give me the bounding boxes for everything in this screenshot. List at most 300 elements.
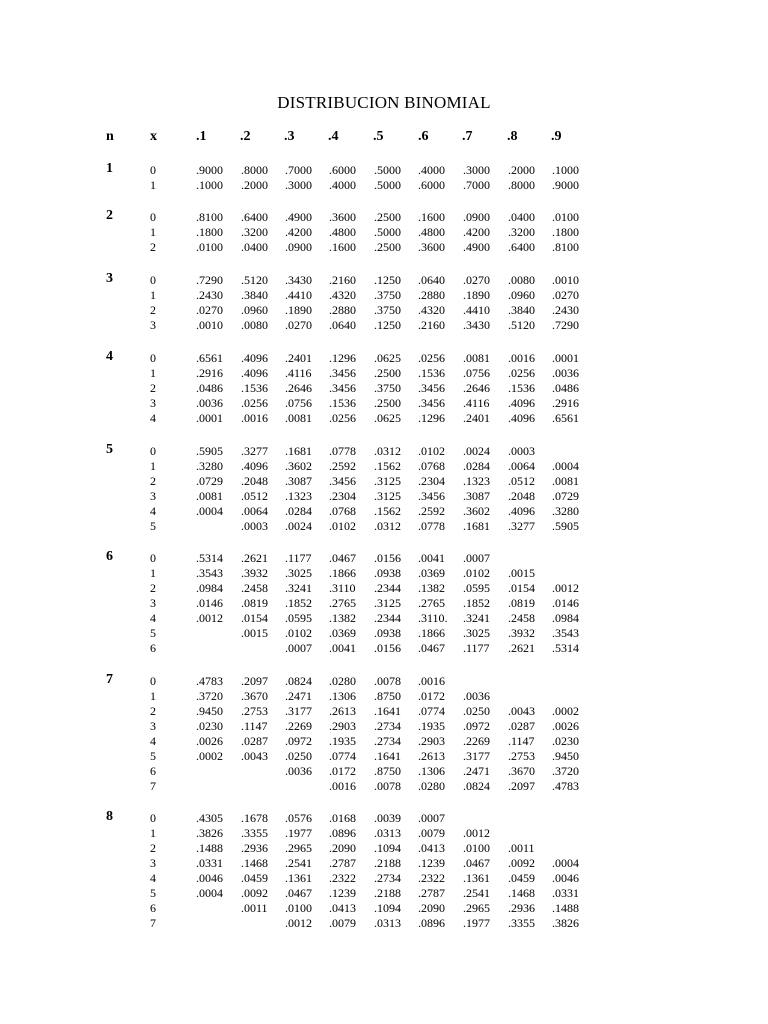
x-value: 1 xyxy=(150,566,156,580)
x-value: 3 xyxy=(150,719,156,733)
probability-cell: .2000 xyxy=(241,178,268,192)
probability-cell: .0010 xyxy=(196,318,223,332)
probability-cell: .0012 xyxy=(285,916,312,930)
probability-cell: .0092 xyxy=(241,886,268,900)
probability-cell: .3456 xyxy=(418,381,445,395)
x-value: 5 xyxy=(150,626,156,640)
probability-cell: .4096 xyxy=(241,459,268,473)
probability-cell: .4096 xyxy=(241,351,268,365)
probability-cell: .1562 xyxy=(374,459,401,473)
probability-cell: .2097 xyxy=(241,674,268,688)
probability-cell: .2401 xyxy=(285,351,312,365)
probability-cell: .2621 xyxy=(241,551,268,565)
probability-cell: .7290 xyxy=(552,318,579,332)
probability-cell: .4096 xyxy=(241,366,268,380)
probability-cell: .3241 xyxy=(285,581,312,595)
probability-cell: .0002 xyxy=(552,704,579,718)
probability-cell: .2188 xyxy=(374,856,401,870)
probability-cell: .3932 xyxy=(508,626,535,640)
probability-cell: .1866 xyxy=(418,626,445,640)
probability-cell: .0467 xyxy=(285,886,312,900)
x-value: 7 xyxy=(150,779,156,793)
probability-cell: .5314 xyxy=(552,641,579,655)
x-value: 0 xyxy=(150,210,156,224)
probability-cell: .1890 xyxy=(285,303,312,317)
probability-cell: .0280 xyxy=(418,779,445,793)
probability-cell: .0011 xyxy=(508,841,535,855)
x-value: 1 xyxy=(150,178,156,192)
x-value: 3 xyxy=(150,596,156,610)
n-value: 6 xyxy=(106,549,113,564)
probability-cell: .0972 xyxy=(463,719,490,733)
probability-cell: .4096 xyxy=(508,396,535,410)
probability-cell: .0146 xyxy=(196,596,223,610)
probability-cell: .2787 xyxy=(418,886,445,900)
probability-cell: .0287 xyxy=(508,719,535,733)
probability-cell: .0287 xyxy=(241,734,268,748)
probability-cell: .0625 xyxy=(374,351,401,365)
probability-cell: .0896 xyxy=(418,916,445,930)
probability-cell: .0156 xyxy=(374,641,401,655)
x-value: 3 xyxy=(150,396,156,410)
probability-cell: .2500 xyxy=(374,210,401,224)
probability-cell: .4900 xyxy=(463,240,490,254)
probability-cell: .4116 xyxy=(463,396,490,410)
probability-cell: .2936 xyxy=(241,841,268,855)
probability-cell: .0015 xyxy=(241,626,268,640)
probability-cell: .3670 xyxy=(241,689,268,703)
probability-cell: .1250 xyxy=(374,273,401,287)
probability-cell: .1296 xyxy=(329,351,356,365)
probability-cell: .0900 xyxy=(285,240,312,254)
probability-cell: .0046 xyxy=(552,871,579,885)
probability-cell: .1562 xyxy=(374,504,401,518)
probability-cell: .0486 xyxy=(196,381,223,395)
probability-cell: .2621 xyxy=(508,641,535,655)
probability-cell: .2734 xyxy=(374,871,401,885)
probability-cell: .2269 xyxy=(463,734,490,748)
x-value: 1 xyxy=(150,288,156,302)
probability-cell: .0102 xyxy=(329,519,356,533)
probability-cell: .1852 xyxy=(285,596,312,610)
probability-cell: .0256 xyxy=(508,366,535,380)
probability-cell: .0778 xyxy=(418,519,445,533)
probability-cell: .0512 xyxy=(241,489,268,503)
probability-cell: .1977 xyxy=(285,826,312,840)
probability-cell: .0938 xyxy=(374,626,401,640)
probability-cell: .3280 xyxy=(196,459,223,473)
probability-cell: .2471 xyxy=(463,764,490,778)
probability-cell: .1177 xyxy=(463,641,490,655)
probability-cell: .2936 xyxy=(508,901,535,915)
probability-cell: .4320 xyxy=(329,288,356,302)
n-value: 7 xyxy=(106,672,113,687)
probability-cell: .2765 xyxy=(418,596,445,610)
probability-cell: .0640 xyxy=(329,318,356,332)
probability-cell: .2304 xyxy=(329,489,356,503)
probability-cell: .1000 xyxy=(196,178,223,192)
probability-cell: .0960 xyxy=(508,288,535,302)
probability-cell: .0078 xyxy=(374,779,401,793)
probability-cell: .1147 xyxy=(508,734,535,748)
probability-cell: .1890 xyxy=(463,288,490,302)
probability-cell: .2048 xyxy=(241,474,268,488)
probability-cell: .2753 xyxy=(241,704,268,718)
probability-cell: .0079 xyxy=(329,916,356,930)
probability-cell: .1250 xyxy=(374,318,401,332)
x-value: 0 xyxy=(150,163,156,177)
x-value: 0 xyxy=(150,811,156,825)
probability-cell: .0003 xyxy=(241,519,268,533)
probability-cell: .2500 xyxy=(374,240,401,254)
probability-cell: .1000 xyxy=(552,163,579,177)
probability-cell: .0640 xyxy=(418,273,445,287)
probability-cell: .0012 xyxy=(463,826,490,840)
probability-cell: .8750 xyxy=(374,764,401,778)
probability-cell: .8000 xyxy=(241,163,268,177)
probability-cell: .0729 xyxy=(196,474,223,488)
probability-cell: .4096 xyxy=(508,411,535,425)
probability-cell: .0004 xyxy=(552,856,579,870)
probability-cell: .1323 xyxy=(463,474,490,488)
probability-cell: .1977 xyxy=(463,916,490,930)
probability-cell: .3280 xyxy=(552,504,579,518)
probability-cell: .0036 xyxy=(196,396,223,410)
probability-cell: .0270 xyxy=(196,303,223,317)
probability-cell: .0467 xyxy=(463,856,490,870)
page-title: DISTRIBUCION BINOMIAL xyxy=(277,93,491,112)
probability-cell: .7000 xyxy=(463,178,490,192)
n-value: 5 xyxy=(106,442,113,457)
probability-cell: .0081 xyxy=(285,411,312,425)
probability-cell: .2965 xyxy=(285,841,312,855)
probability-cell: .3355 xyxy=(241,826,268,840)
probability-cell: .9450 xyxy=(552,749,579,763)
probability-cell: .3277 xyxy=(241,444,268,458)
probability-cell: .0774 xyxy=(418,704,445,718)
x-value: 4 xyxy=(150,871,156,885)
probability-cell: .0896 xyxy=(329,826,356,840)
probability-cell: .1239 xyxy=(418,856,445,870)
probability-cell: .0016 xyxy=(329,779,356,793)
probability-cell: .0102 xyxy=(285,626,312,640)
probability-cell: .0100 xyxy=(463,841,490,855)
probability-cell: .0168 xyxy=(329,811,356,825)
probability-cell: .0256 xyxy=(418,351,445,365)
probability-cell: .2344 xyxy=(374,581,401,595)
x-value: 4 xyxy=(150,611,156,625)
probability-cell: .0100 xyxy=(552,210,579,224)
column-header: n xyxy=(106,129,114,144)
probability-cell: .4800 xyxy=(329,225,356,239)
probability-cell: .2646 xyxy=(463,381,490,395)
probability-cell: .3456 xyxy=(418,489,445,503)
probability-cell: .0459 xyxy=(508,871,535,885)
probability-cell: .8100 xyxy=(552,240,579,254)
probability-cell: .0576 xyxy=(285,811,312,825)
probability-cell: .1468 xyxy=(508,886,535,900)
probability-cell: .4783 xyxy=(552,779,579,793)
probability-cell: .0100 xyxy=(285,901,312,915)
probability-cell: .0413 xyxy=(329,901,356,915)
probability-cell: .0250 xyxy=(463,704,490,718)
probability-cell: .5905 xyxy=(552,519,579,533)
probability-cell: .1852 xyxy=(463,596,490,610)
probability-cell: .1488 xyxy=(552,901,579,915)
probability-cell: .0256 xyxy=(241,396,268,410)
x-value: 5 xyxy=(150,749,156,763)
probability-cell: .2646 xyxy=(285,381,312,395)
probability-cell: .2500 xyxy=(374,366,401,380)
probability-cell: .9000 xyxy=(552,178,579,192)
x-value: 2 xyxy=(150,381,156,395)
probability-cell: .2160 xyxy=(418,318,445,332)
probability-cell: .6000 xyxy=(418,178,445,192)
probability-cell: .4320 xyxy=(418,303,445,317)
x-value: 2 xyxy=(150,474,156,488)
probability-cell: .0900 xyxy=(463,210,490,224)
probability-cell: .5314 xyxy=(196,551,223,565)
probability-cell: .8000 xyxy=(508,178,535,192)
probability-cell: .1800 xyxy=(552,225,579,239)
probability-cell: .3543 xyxy=(196,566,223,580)
probability-cell: .0768 xyxy=(418,459,445,473)
x-value: 0 xyxy=(150,444,156,458)
probability-cell: .0331 xyxy=(552,886,579,900)
probability-cell: .0064 xyxy=(508,459,535,473)
probability-cell: .7000 xyxy=(285,163,312,177)
probability-cell: .0984 xyxy=(552,611,579,625)
probability-cell: .0284 xyxy=(285,504,312,518)
probability-cell: .0984 xyxy=(196,581,223,595)
probability-cell: .3000 xyxy=(463,163,490,177)
probability-cell: .0768 xyxy=(329,504,356,518)
probability-cell: .0011 xyxy=(241,901,268,915)
probability-cell: .0756 xyxy=(463,366,490,380)
probability-cell: .0010 xyxy=(552,273,579,287)
x-value: 2 xyxy=(150,704,156,718)
column-header: .7 xyxy=(462,129,473,144)
probability-cell: .0369 xyxy=(329,626,356,640)
probability-cell: .4200 xyxy=(285,225,312,239)
probability-cell: .3602 xyxy=(463,504,490,518)
probability-cell: .0230 xyxy=(552,734,579,748)
probability-cell: .1323 xyxy=(285,489,312,503)
probability-cell: .4096 xyxy=(508,504,535,518)
probability-cell: .0819 xyxy=(508,596,535,610)
probability-cell: .4116 xyxy=(285,366,312,380)
probability-cell: .1600 xyxy=(418,210,445,224)
probability-cell: .1536 xyxy=(241,381,268,395)
column-header: .6 xyxy=(418,129,429,144)
probability-cell: .2304 xyxy=(418,474,445,488)
probability-cell: .0250 xyxy=(285,749,312,763)
probability-cell: .0004 xyxy=(196,504,223,518)
probability-cell: .3430 xyxy=(463,318,490,332)
x-value: 1 xyxy=(150,366,156,380)
probability-cell: .1681 xyxy=(285,444,312,458)
probability-cell: .0467 xyxy=(329,551,356,565)
x-value: 5 xyxy=(150,519,156,533)
probability-cell: .3087 xyxy=(463,489,490,503)
x-value: 6 xyxy=(150,764,156,778)
probability-cell: .0004 xyxy=(552,459,579,473)
probability-cell: .2916 xyxy=(196,366,223,380)
probability-cell: .0024 xyxy=(463,444,490,458)
probability-cell: .2344 xyxy=(374,611,401,625)
probability-cell: .2880 xyxy=(418,288,445,302)
probability-cell: .3750 xyxy=(374,381,401,395)
probability-cell: .0015 xyxy=(508,566,535,580)
probability-cell: .7290 xyxy=(196,273,223,287)
probability-cell: .3241 xyxy=(463,611,490,625)
probability-cell: .3840 xyxy=(508,303,535,317)
probability-cell: .0012 xyxy=(196,611,223,625)
probability-cell: .2458 xyxy=(508,611,535,625)
probability-cell: .2734 xyxy=(374,719,401,733)
probability-cell: .2322 xyxy=(329,871,356,885)
probability-cell: .0100 xyxy=(196,240,223,254)
probability-cell: .1641 xyxy=(374,704,401,718)
probability-cell: .3025 xyxy=(285,566,312,580)
probability-cell: .2592 xyxy=(329,459,356,473)
x-value: 2 xyxy=(150,303,156,317)
probability-cell: .0043 xyxy=(241,749,268,763)
probability-cell: .0154 xyxy=(508,581,535,595)
probability-cell: .2471 xyxy=(285,689,312,703)
probability-cell: .1361 xyxy=(285,871,312,885)
probability-cell: .8100 xyxy=(196,210,223,224)
probability-cell: .1935 xyxy=(418,719,445,733)
probability-cell: .3110. xyxy=(418,611,448,625)
probability-cell: .6000 xyxy=(329,163,356,177)
probability-cell: .6561 xyxy=(552,411,579,425)
probability-cell: .0312 xyxy=(374,519,401,533)
probability-cell: .1488 xyxy=(196,841,223,855)
probability-cell: .0270 xyxy=(552,288,579,302)
probability-cell: .0102 xyxy=(418,444,445,458)
probability-cell: .0012 xyxy=(552,581,579,595)
probability-cell: .2903 xyxy=(329,719,356,733)
probability-cell: .3750 xyxy=(374,303,401,317)
probability-cell: .4200 xyxy=(463,225,490,239)
probability-cell: .1382 xyxy=(418,581,445,595)
probability-cell: .0270 xyxy=(285,318,312,332)
probability-cell: .2613 xyxy=(329,704,356,718)
probability-cell: .2916 xyxy=(552,396,579,410)
probability-cell: .3826 xyxy=(196,826,223,840)
probability-cell: .0595 xyxy=(285,611,312,625)
probability-cell: .3025 xyxy=(463,626,490,640)
x-value: 4 xyxy=(150,411,156,425)
probability-cell: .3826 xyxy=(552,916,579,930)
probability-cell: .2734 xyxy=(374,734,401,748)
probability-cell: .0313 xyxy=(374,826,401,840)
probability-cell: .1641 xyxy=(374,749,401,763)
probability-cell: .5120 xyxy=(241,273,268,287)
probability-cell: .5000 xyxy=(374,225,401,239)
probability-cell: .5000 xyxy=(374,163,401,177)
probability-cell: .2097 xyxy=(508,779,535,793)
probability-cell: .0972 xyxy=(285,734,312,748)
probability-cell: .3177 xyxy=(285,704,312,718)
x-value: 3 xyxy=(150,489,156,503)
probability-cell: .0041 xyxy=(329,641,356,655)
probability-cell: .0016 xyxy=(418,674,445,688)
probability-cell: .0026 xyxy=(552,719,579,733)
probability-cell: .0172 xyxy=(329,764,356,778)
probability-cell: .0284 xyxy=(463,459,490,473)
probability-cell: .0004 xyxy=(196,886,223,900)
probability-cell: .0824 xyxy=(285,674,312,688)
probability-cell: .3840 xyxy=(241,288,268,302)
probability-cell: .9000 xyxy=(196,163,223,177)
probability-cell: .0078 xyxy=(374,674,401,688)
probability-cell: .0369 xyxy=(418,566,445,580)
probability-cell: .3177 xyxy=(463,749,490,763)
probability-cell: .3200 xyxy=(241,225,268,239)
probability-cell: .1147 xyxy=(241,719,268,733)
probability-cell: .3430 xyxy=(285,273,312,287)
probability-cell: .0156 xyxy=(374,551,401,565)
probability-cell: .0002 xyxy=(196,749,223,763)
n-value: 8 xyxy=(106,809,113,824)
probability-cell: .2541 xyxy=(285,856,312,870)
probability-cell: .0729 xyxy=(552,489,579,503)
probability-cell: .1306 xyxy=(418,764,445,778)
probability-cell: .0039 xyxy=(374,811,401,825)
probability-cell: .8750 xyxy=(374,689,401,703)
probability-cell: .2090 xyxy=(418,901,445,915)
probability-cell: .3720 xyxy=(552,764,579,778)
probability-cell: .0041 xyxy=(418,551,445,565)
column-header: .4 xyxy=(328,129,339,144)
probability-cell: .0036 xyxy=(285,764,312,778)
probability-cell: .2458 xyxy=(241,581,268,595)
x-value: 1 xyxy=(150,826,156,840)
probability-cell: .0081 xyxy=(463,351,490,365)
probability-cell: .0001 xyxy=(196,411,223,425)
probability-cell: .2880 xyxy=(329,303,356,317)
probability-cell: .4900 xyxy=(285,210,312,224)
probability-cell: .0280 xyxy=(329,674,356,688)
x-value: 3 xyxy=(150,856,156,870)
probability-cell: .0459 xyxy=(241,871,268,885)
probability-cell: .3600 xyxy=(418,240,445,254)
probability-cell: .4800 xyxy=(418,225,445,239)
probability-cell: .2430 xyxy=(196,288,223,302)
n-value: 3 xyxy=(106,271,113,286)
probability-cell: .1678 xyxy=(241,811,268,825)
probability-cell: .1536 xyxy=(418,366,445,380)
probability-cell: .0081 xyxy=(552,474,579,488)
probability-cell: .6561 xyxy=(196,351,223,365)
probability-cell: .3456 xyxy=(329,381,356,395)
probability-cell: .3456 xyxy=(329,474,356,488)
n-value: 2 xyxy=(106,208,113,223)
probability-cell: .2048 xyxy=(508,489,535,503)
n-value: 1 xyxy=(106,161,113,176)
probability-cell: .4305 xyxy=(196,811,223,825)
probability-cell: .2765 xyxy=(329,596,356,610)
probability-cell: .0256 xyxy=(329,411,356,425)
probability-cell: .6400 xyxy=(508,240,535,254)
x-value: 1 xyxy=(150,689,156,703)
probability-cell: .1935 xyxy=(329,734,356,748)
probability-cell: .0146 xyxy=(552,596,579,610)
probability-cell: .3125 xyxy=(374,489,401,503)
probability-cell: .1800 xyxy=(196,225,223,239)
